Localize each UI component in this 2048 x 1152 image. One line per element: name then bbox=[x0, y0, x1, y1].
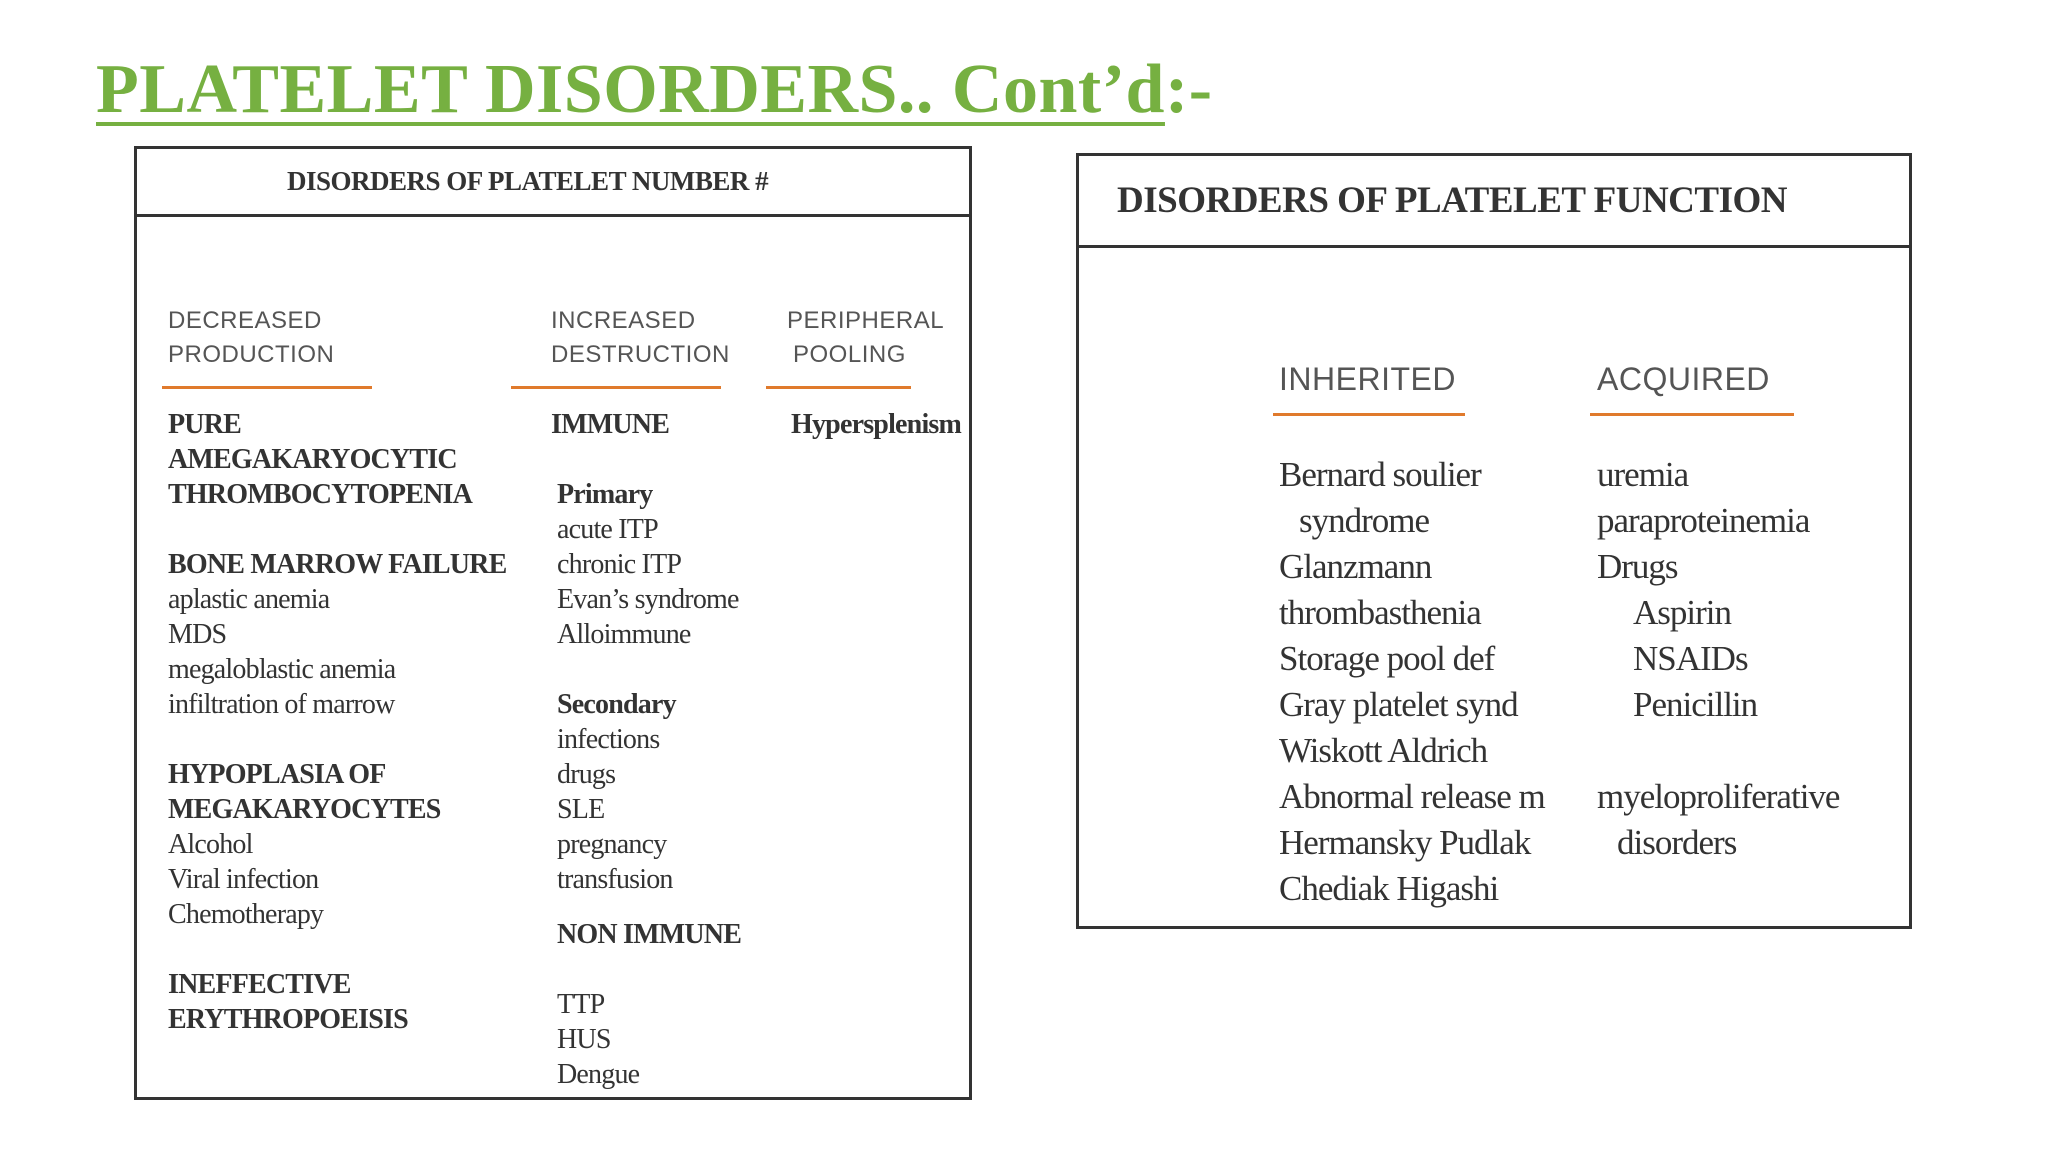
list-item: Penicillin bbox=[1633, 685, 1758, 724]
list-item: Chemotherapy bbox=[168, 899, 324, 930]
secondary-heading: Secondary bbox=[557, 689, 676, 720]
col-header-acquired: ACQUIRED bbox=[1597, 361, 1770, 397]
decreased-production-list bbox=[168, 407, 506, 1037]
col-rule-acquired bbox=[1590, 413, 1794, 416]
slide-title bbox=[96, 50, 1213, 130]
inherited-list bbox=[1279, 452, 1545, 912]
slide-title-suffix: :- bbox=[1164, 51, 1213, 128]
list-item: transfusion bbox=[557, 864, 673, 895]
list-item: Wiskott Aldrich bbox=[1279, 731, 1488, 770]
col-header-peripheral-pooling bbox=[787, 304, 944, 372]
list-item: Chediak Higashi bbox=[1279, 869, 1499, 908]
list-item: infiltration of marrow bbox=[168, 689, 395, 720]
list-item: Gray platelet synd bbox=[1279, 685, 1518, 724]
list-item: megaloblastic anemia bbox=[168, 654, 396, 685]
group-heading: BONE MARROW FAILURE bbox=[168, 549, 507, 580]
list-item: drugs bbox=[557, 759, 616, 790]
list-item: Viral infection bbox=[168, 864, 319, 895]
list-item: pregnancy bbox=[557, 829, 667, 860]
group-heading: THROMBOCYTOPENIA bbox=[168, 479, 473, 510]
primary-heading: Primary bbox=[557, 479, 653, 510]
list-item: Abnormal release m bbox=[1279, 777, 1545, 816]
platelet-number-heading: DISORDERS OF PLATELET NUMBER # bbox=[137, 149, 969, 217]
col-rule-inherited bbox=[1273, 413, 1465, 416]
group-heading: INEFFECTIVE bbox=[168, 969, 351, 1000]
list-item: thrombasthenia bbox=[1279, 593, 1481, 632]
platelet-number-table bbox=[134, 146, 972, 1100]
list-item: Drugs bbox=[1597, 547, 1678, 586]
list-item: Alcohol bbox=[168, 829, 253, 860]
acquired-list bbox=[1597, 452, 1839, 866]
group-heading: AMEGAKARYOCYTIC bbox=[168, 444, 457, 475]
group-heading: PURE bbox=[168, 409, 242, 440]
list-item: HUS bbox=[557, 1024, 611, 1055]
col-header-inherited: INHERITED bbox=[1279, 361, 1456, 397]
col-rule-increased bbox=[511, 386, 721, 389]
list-item: infections bbox=[557, 724, 660, 755]
list-item: Hypersplenism bbox=[791, 409, 962, 440]
col-rule-decreased bbox=[162, 386, 372, 389]
list-item: Glanzmann bbox=[1279, 547, 1432, 586]
list-item: MDS bbox=[168, 619, 227, 650]
list-item: Storage pool def bbox=[1279, 639, 1495, 678]
col-header-line: DECREASED bbox=[168, 307, 322, 334]
list-item: acute ITP bbox=[557, 514, 658, 545]
col-header-line: POOLING bbox=[793, 341, 906, 368]
group-heading: ERYTHROPOEISIS bbox=[168, 1004, 408, 1035]
col-header-line: PERIPHERAL bbox=[787, 307, 945, 334]
group-heading: MEGAKARYOCYTES bbox=[168, 794, 441, 825]
slide-title-main: PLATELET DISORDERS.. Cont’d bbox=[96, 51, 1165, 128]
platelet-function-table bbox=[1076, 153, 1912, 929]
increased-destruction-list bbox=[551, 407, 741, 1092]
list-spacer bbox=[1597, 728, 1839, 774]
list-item: Dengue bbox=[557, 1059, 640, 1090]
col-header-increased-destruction bbox=[551, 304, 730, 372]
list-item: Alloimmune bbox=[557, 619, 691, 650]
col-header-decreased-production bbox=[168, 304, 334, 372]
list-item: syndrome bbox=[1299, 501, 1430, 540]
list-item: TTP bbox=[557, 989, 605, 1020]
col-header-line: PRODUCTION bbox=[168, 341, 335, 368]
non-immune-heading: NON IMMUNE bbox=[557, 919, 742, 950]
list-item: Evan’s syndrome bbox=[557, 584, 739, 615]
list-item: paraproteinemia bbox=[1597, 501, 1810, 540]
list-item: Hermansky Pudlak bbox=[1279, 823, 1531, 862]
immune-heading: IMMUNE bbox=[551, 409, 670, 440]
col-header-line: INCREASED bbox=[551, 307, 696, 334]
platelet-function-heading: DISORDERS OF PLATELET FUNCTION bbox=[1079, 156, 1909, 248]
list-item: Aspirin bbox=[1633, 593, 1731, 632]
list-item: Bernard soulier bbox=[1279, 455, 1481, 494]
list-item: NSAIDs bbox=[1633, 639, 1748, 678]
list-item: chronic ITP bbox=[557, 549, 682, 580]
list-item: uremia bbox=[1597, 455, 1689, 494]
col-header-line: DESTRUCTION bbox=[551, 341, 730, 368]
list-item: disorders bbox=[1617, 823, 1737, 862]
list-item: myeloproliferative bbox=[1597, 777, 1840, 816]
col-rule-peripheral bbox=[766, 386, 911, 389]
peripheral-pooling-list bbox=[791, 407, 961, 442]
list-item: aplastic anemia bbox=[168, 584, 330, 615]
group-heading: HYPOPLASIA OF bbox=[168, 759, 386, 790]
list-item: SLE bbox=[557, 794, 605, 825]
